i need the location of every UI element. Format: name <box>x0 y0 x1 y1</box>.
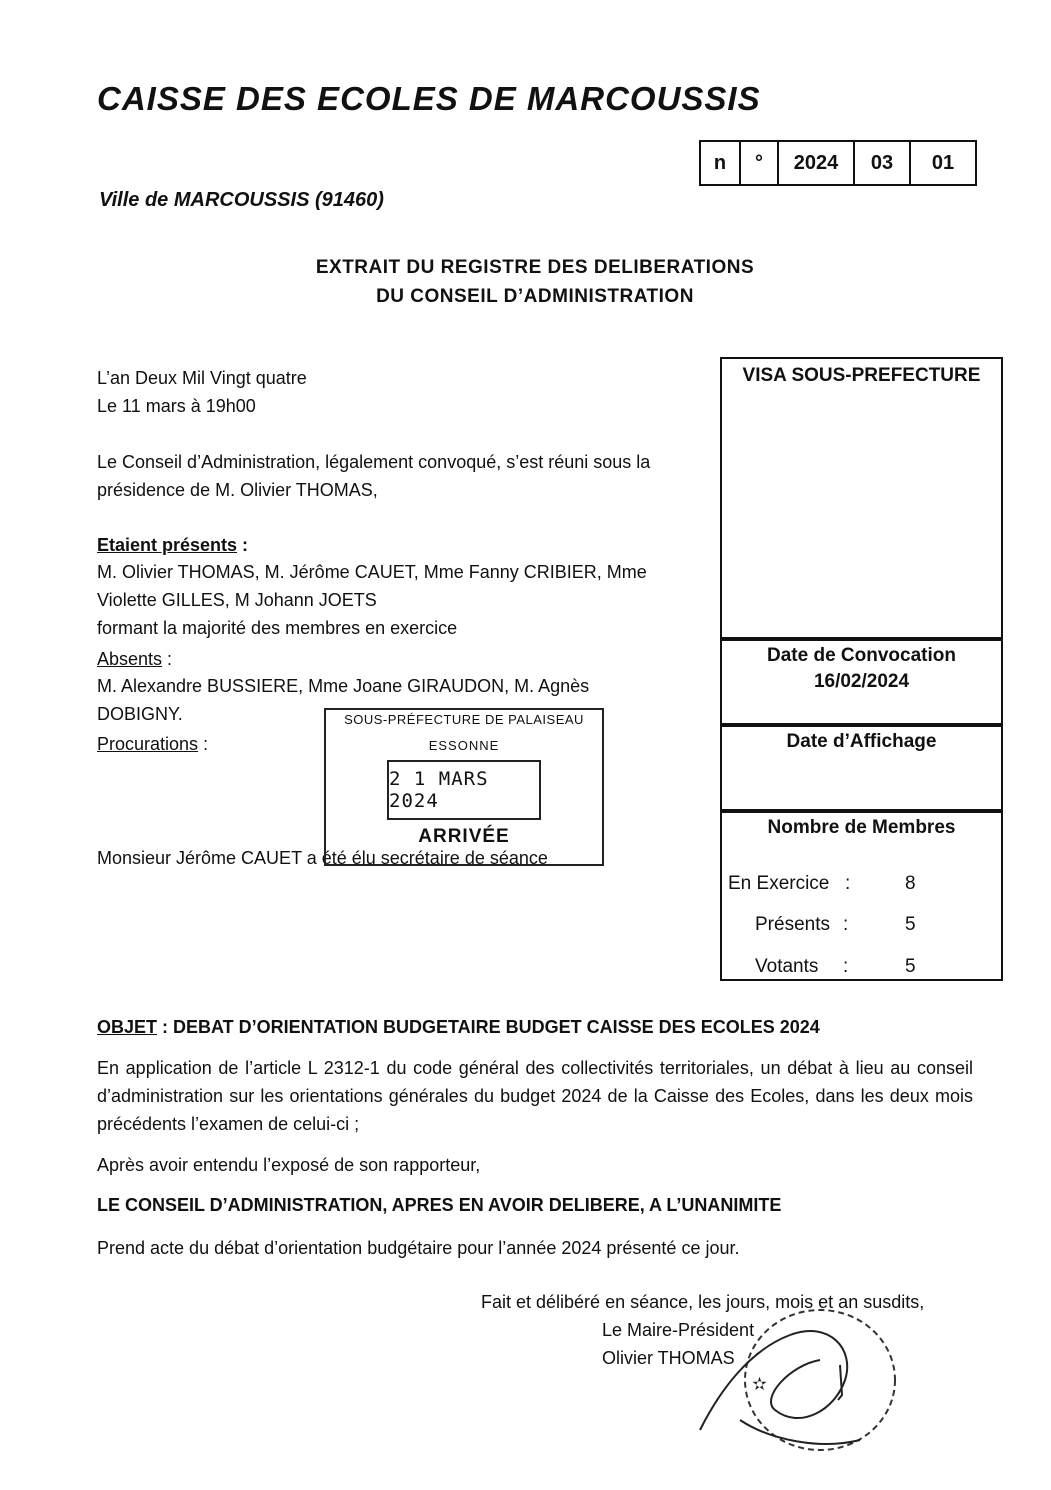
membres-row-sep: : <box>843 956 849 977</box>
conseil-line1: Le Conseil d’Administration, légalement convoqué, s’est réuni sous la <box>97 452 651 472</box>
membres-label: Nombre de Membres <box>767 817 956 838</box>
membres-row-label: Votants <box>755 956 819 977</box>
membres-row-label: En Exercice <box>728 873 830 894</box>
objet-paragraph: En application de l’article L 2312-1 du code général des collectivités territoriales, un débat à lieu au conseil d’administration sur les orientations générales du budget 2024 de la Caisse des Ecoles, dans les deux mois précédents l’examen de celui-ci ; <box>97 1058 973 1134</box>
presents-label: Etaient présents <box>97 535 238 555</box>
absents-line2: DOBIGNY. <box>97 704 183 724</box>
presents-colon: : <box>237 535 249 555</box>
membres-row-value: 5 <box>905 914 916 935</box>
membres-row-value: 5 <box>905 956 916 977</box>
membres-row-value: 8 <box>905 873 916 894</box>
procurations-colon: : <box>198 734 209 754</box>
presents-line3: formant la majorité des membres en exercice <box>97 618 458 638</box>
seance-year: L’an Deux Mil Vingt quatre <box>97 368 307 388</box>
membres-row-sep: : <box>843 914 849 935</box>
deliberation-number-box <box>699 140 977 186</box>
official-seal-and-signature <box>680 1290 910 1480</box>
document-title: CAISSE DES ECOLES DE MARCOUSSIS <box>97 80 761 117</box>
seal-ring <box>745 1310 895 1450</box>
stamp-department: ESSONNE <box>428 738 500 753</box>
decision-text: Prend acte du débat d’orientation budgétaire pour l’année 2024 présenté ce jour. <box>97 1238 740 1258</box>
fait-line: Fait et délibéré en séance, les jours, mois et an susdits, <box>481 1292 925 1312</box>
number-cell: 01 <box>931 151 955 174</box>
reception-stamp <box>324 708 604 866</box>
signatory-role: Le Maire-Président <box>602 1320 755 1340</box>
membres-row-sep: : <box>845 873 851 894</box>
seance-date: Le 11 mars à 19h00 <box>97 396 256 416</box>
presents-line2: Violette GILLES, M Johann JOETS <box>97 590 377 610</box>
procurations-label: Procurations <box>97 734 199 754</box>
conseil-line2: présidence de M. Olivier THOMAS, <box>97 480 378 500</box>
seal-star-icon: ✫ <box>752 1374 768 1395</box>
convocation-label: Date de Convocation <box>767 645 956 666</box>
stamp-arrivee: ARRIVÉE <box>418 826 510 847</box>
affichage-box <box>720 723 1003 813</box>
visa-label: VISA SOUS-PREFECTURE <box>742 365 981 386</box>
objet-text: : DEBAT D’ORIENTATION BUDGETAIRE BUDGET CAISSE DES ECOLES 2024 <box>157 1017 820 1037</box>
absents-line1: M. Alexandre BUSSIERE, Mme Joane GIRAUDON, M. Agnès <box>97 676 590 696</box>
signatory-name: Olivier THOMAS <box>602 1348 735 1368</box>
decision-heading: LE CONSEIL D’ADMINISTRATION, APRES EN AVOIR DELIBERE, A L’UNANIMITE <box>97 1195 782 1215</box>
stamp-prefecture: SOUS-PRÉFECTURE DE PALAISEAU <box>344 712 584 727</box>
convocation-date: 16/02/2024 <box>813 671 910 692</box>
visa-box <box>720 357 1003 641</box>
stamp-date: 2 1 MARS 2024 <box>387 760 541 820</box>
presents-heading <box>97 531 248 559</box>
presents-line1: M. Olivier THOMAS, M. Jérôme CAUET, Mme Fanny CRIBIER, Mme <box>97 562 647 582</box>
affichage-label: Date d’Affichage <box>786 731 937 752</box>
city-subtitle: Ville de MARCOUSSIS (91460) <box>99 189 384 211</box>
membres-box <box>720 809 1003 981</box>
extract-heading-line2: DU CONSEIL D’ADMINISTRATION <box>376 286 694 307</box>
signature-stroke <box>700 1331 860 1444</box>
number-cell: ° <box>741 142 779 184</box>
membres-row-label: Présents <box>755 914 830 935</box>
number-cell: 03 <box>855 142 911 184</box>
convocation-box <box>720 637 1003 727</box>
absents-colon: : <box>162 649 173 669</box>
absents-label: Absents <box>97 649 163 669</box>
objet-label: OBJET <box>97 1017 158 1037</box>
absents-heading <box>97 645 172 673</box>
secretaire-line: Monsieur Jérôme CAUET a été élu secrétaire de séance <box>97 848 548 868</box>
objet-heading <box>97 1013 820 1041</box>
number-cell: n <box>701 142 741 184</box>
procurations-heading <box>97 730 208 758</box>
rapporteur-line: Après avoir entendu l’exposé de son rapporteur, <box>97 1155 481 1175</box>
extract-heading-line1: EXTRAIT DU REGISTRE DES DELIBERATIONS <box>315 257 755 278</box>
number-cell: 2024 <box>779 142 855 184</box>
